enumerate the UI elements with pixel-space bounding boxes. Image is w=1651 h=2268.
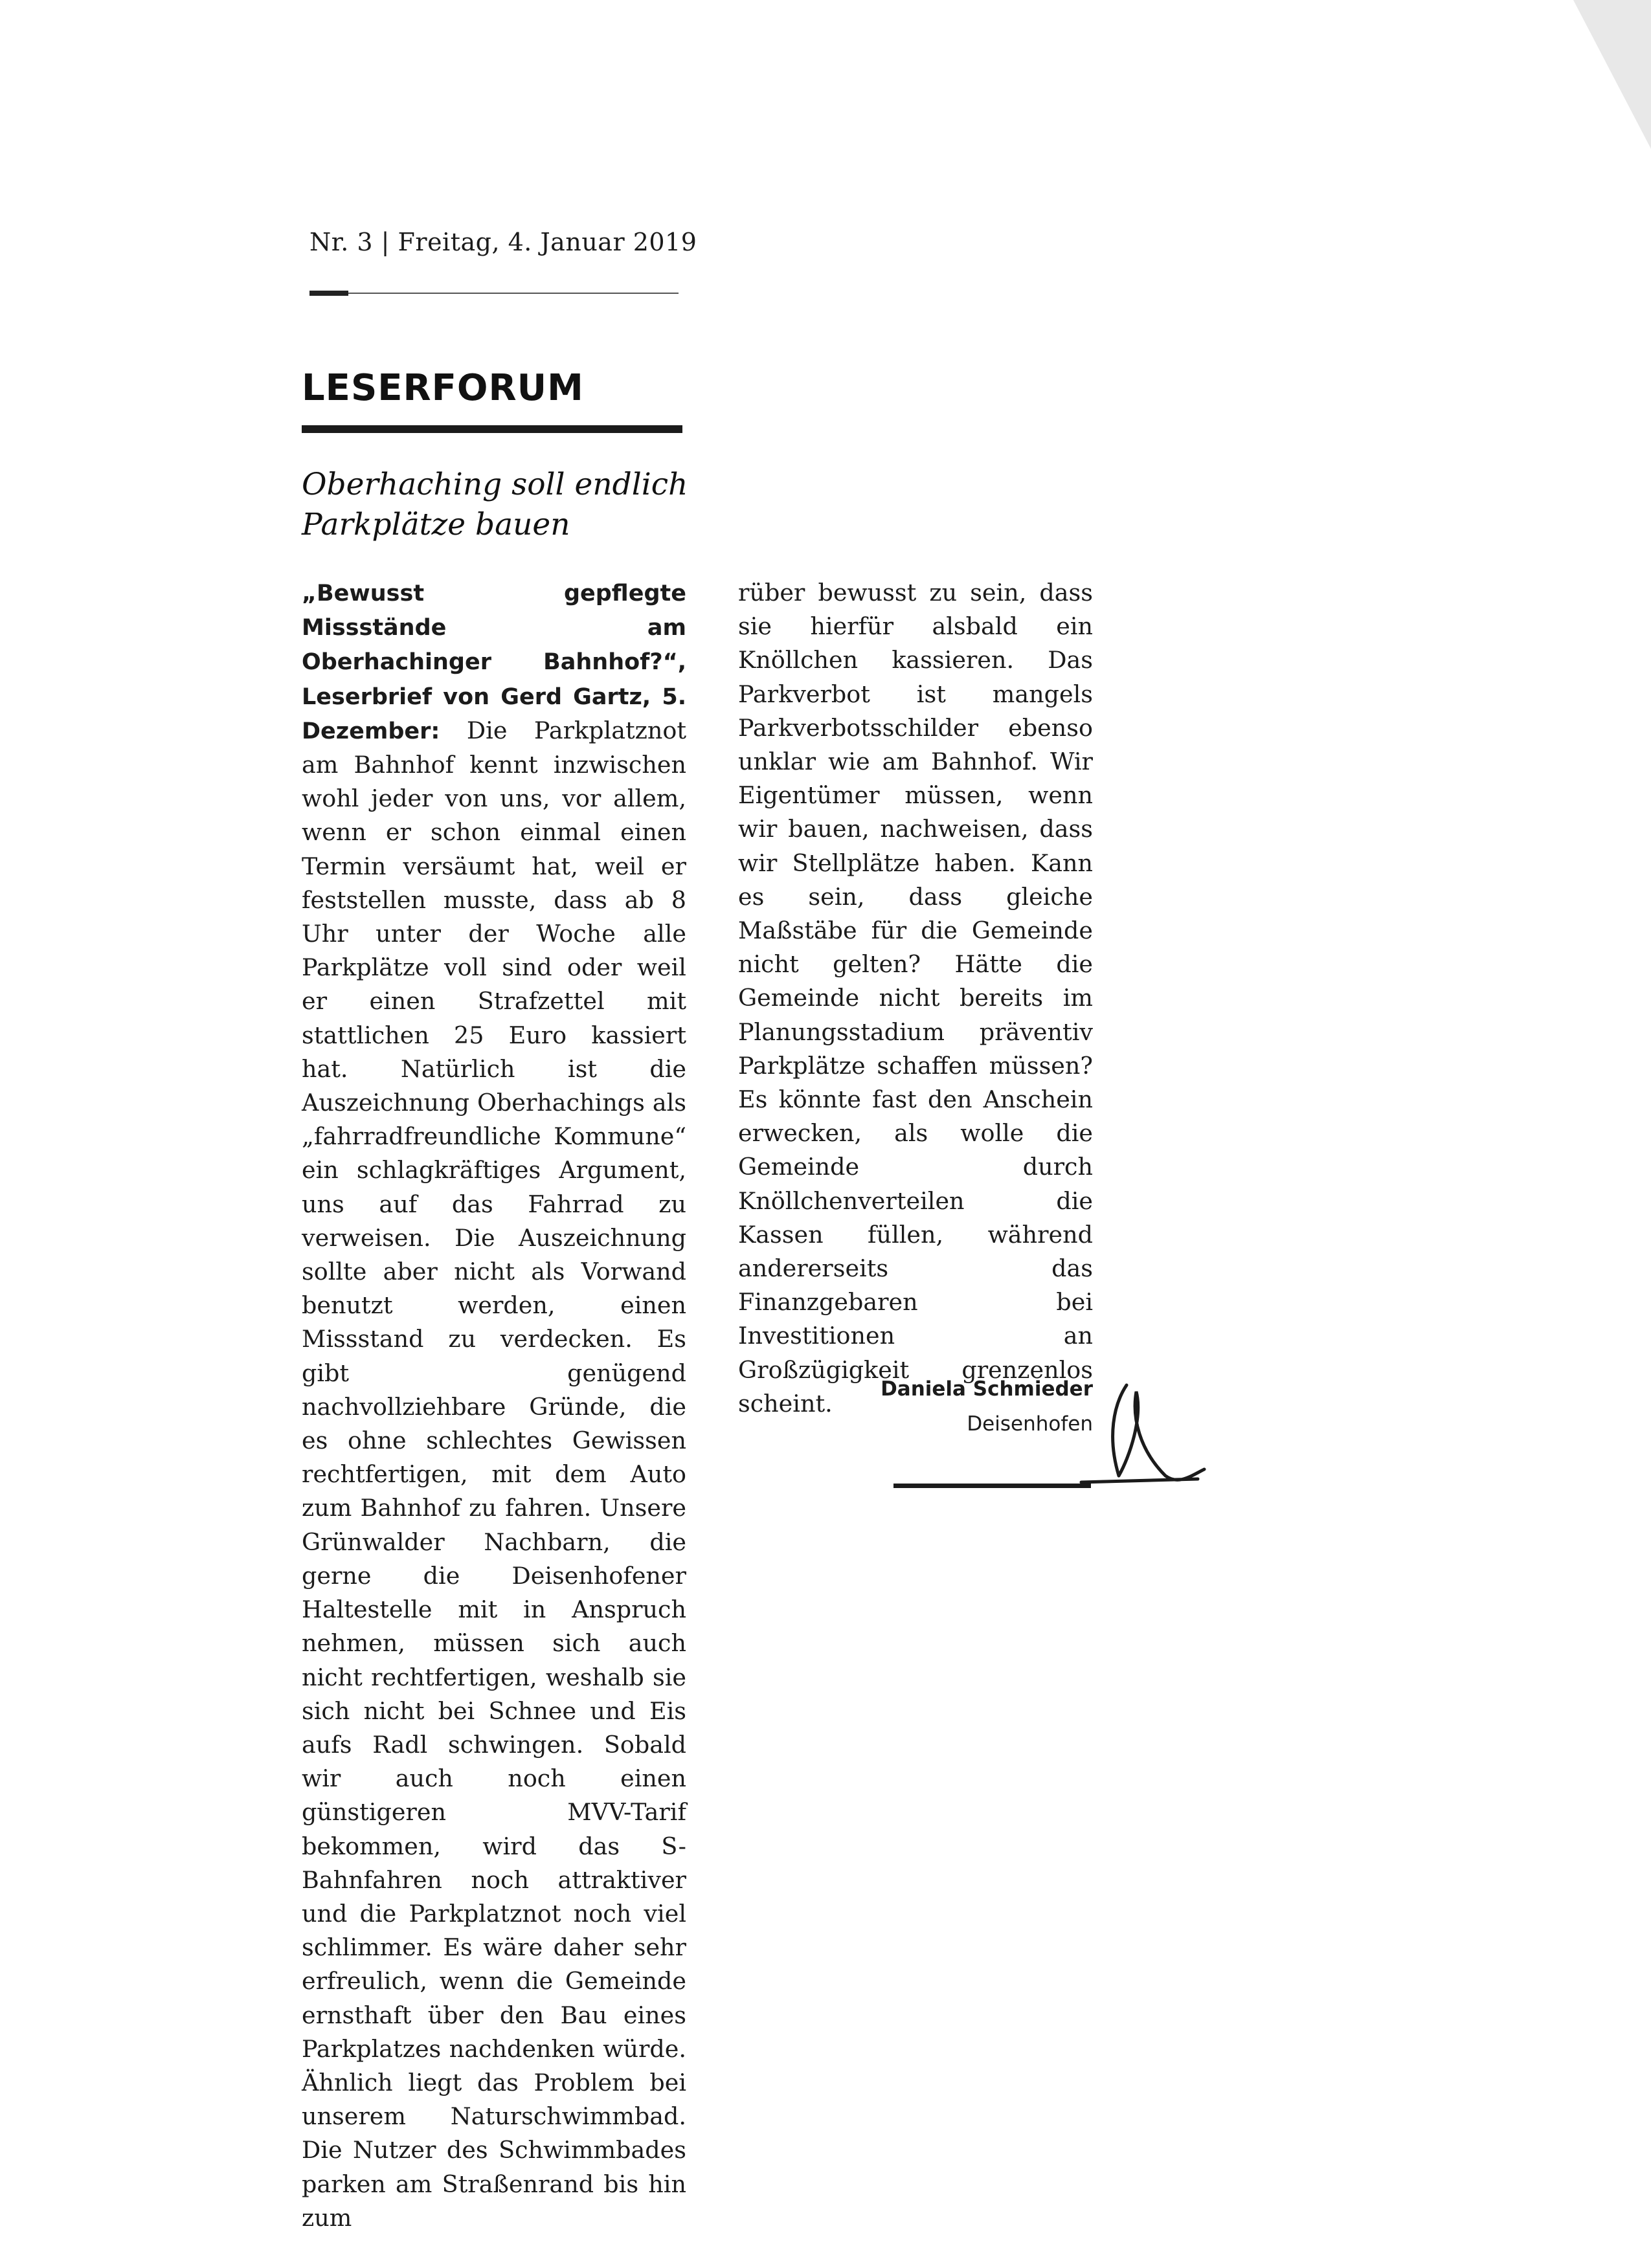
section-title: LESERFORUM (302, 367, 584, 409)
article-lead: „Bewusst gepflegte Missstände am Oberhachinger Bahnhof?“, Leserbrief von Gerd Gartz, 5. Dezember: (302, 581, 686, 744)
scan-page-corner (1573, 0, 1651, 149)
article-body-col2: rüber bewusst zu sein, dass sie hierfür alsbald ein Knöllchen kassieren. Das Parkverbot ist mangels Parkverbotsschilder ebenso unklar wie am Bahnhof. Wir Eigentümer müssen, wenn wir bauen, nachweisen, dass wir Stellplätze haben. Kann es sein, dass gleiche Maßstäbe für die Gemeinde nicht gelten? Hätte die Gemeinde nicht bereits im Planungsstadium präventiv Parkplätze schaffen müssen? Es könnte fast den Anschein erwecken, als wolle die Gemeinde durch Knöllchenverteilen die Kassen füllen, während andererseits das Finanzgebaren bei Investitionen an Großzügigkeit grenzenlos scheint. (738, 579, 1093, 1418)
author-name: Daniela Schmieder (881, 1377, 1093, 1401)
author-place: Deisenhofen (967, 1412, 1093, 1436)
article-body-col1: Die Parkplatznot am Bahnhof kennt inzwischen wohl jeder von uns, vor allem, wenn er schon einmal einen Termin versäumt hat, weil er feststellen musste, dass ab 8 Uhr unter der Woche alle Parkplätze voll sind oder weil er einen Strafzettel mit stattlichen 25 Euro kassiert hat. Natürlich ist die Auszeichnung Oberhachings als „fahrradfreundliche Kommune“ ein schlagkräftiges Argument, uns auf das Fahrrad zu verweisen. Die Auszeichnung sollte aber nicht als Vorwand benutzt werden, einen Missstand zu verdecken. Es gibt genügend nachvollziehbare Gründe, die es ohne schlechtes Gewissen rechtfertigen, mit dem Auto zum Bahnhof zu fahren. Unsere Grünwalder Nachbarn, die gerne die Deisenhofener Haltestelle mit in Anspruch nehmen, müssen sich auch nicht rechtfertigen, weshalb sie sich nicht bei Schnee und Eis aufs Radl schwingen. Sobald wir auch noch einen günstigeren MVV-Tarif bekommen, wird das S-Bahnfahren noch attraktiver und die Parkplatznot noch viel schlimmer. Es wäre daher sehr erfreulich, wenn die Gemeinde ernsthaft über den Bau eines Parkplatzes nachdenken würde. Ähnlich liegt das Problem bei unserem Naturschwimmbad. Die Nutzer des Schwimmbades parken am Straßenrand bis hin zum (302, 716, 687, 2232)
section-rule (302, 425, 682, 433)
signature-rule (893, 1484, 1091, 1488)
handwritten-signature (1068, 1379, 1217, 1495)
issue-date-line: Nr. 3 | Freitag, 4. Januar 2019 (309, 228, 697, 256)
article-headline: Oberhaching soll endlich Parkplätze bauen (302, 467, 688, 542)
article-column-2 (738, 576, 1093, 1421)
article-column-1 (302, 576, 686, 2235)
header-rule (309, 293, 679, 294)
